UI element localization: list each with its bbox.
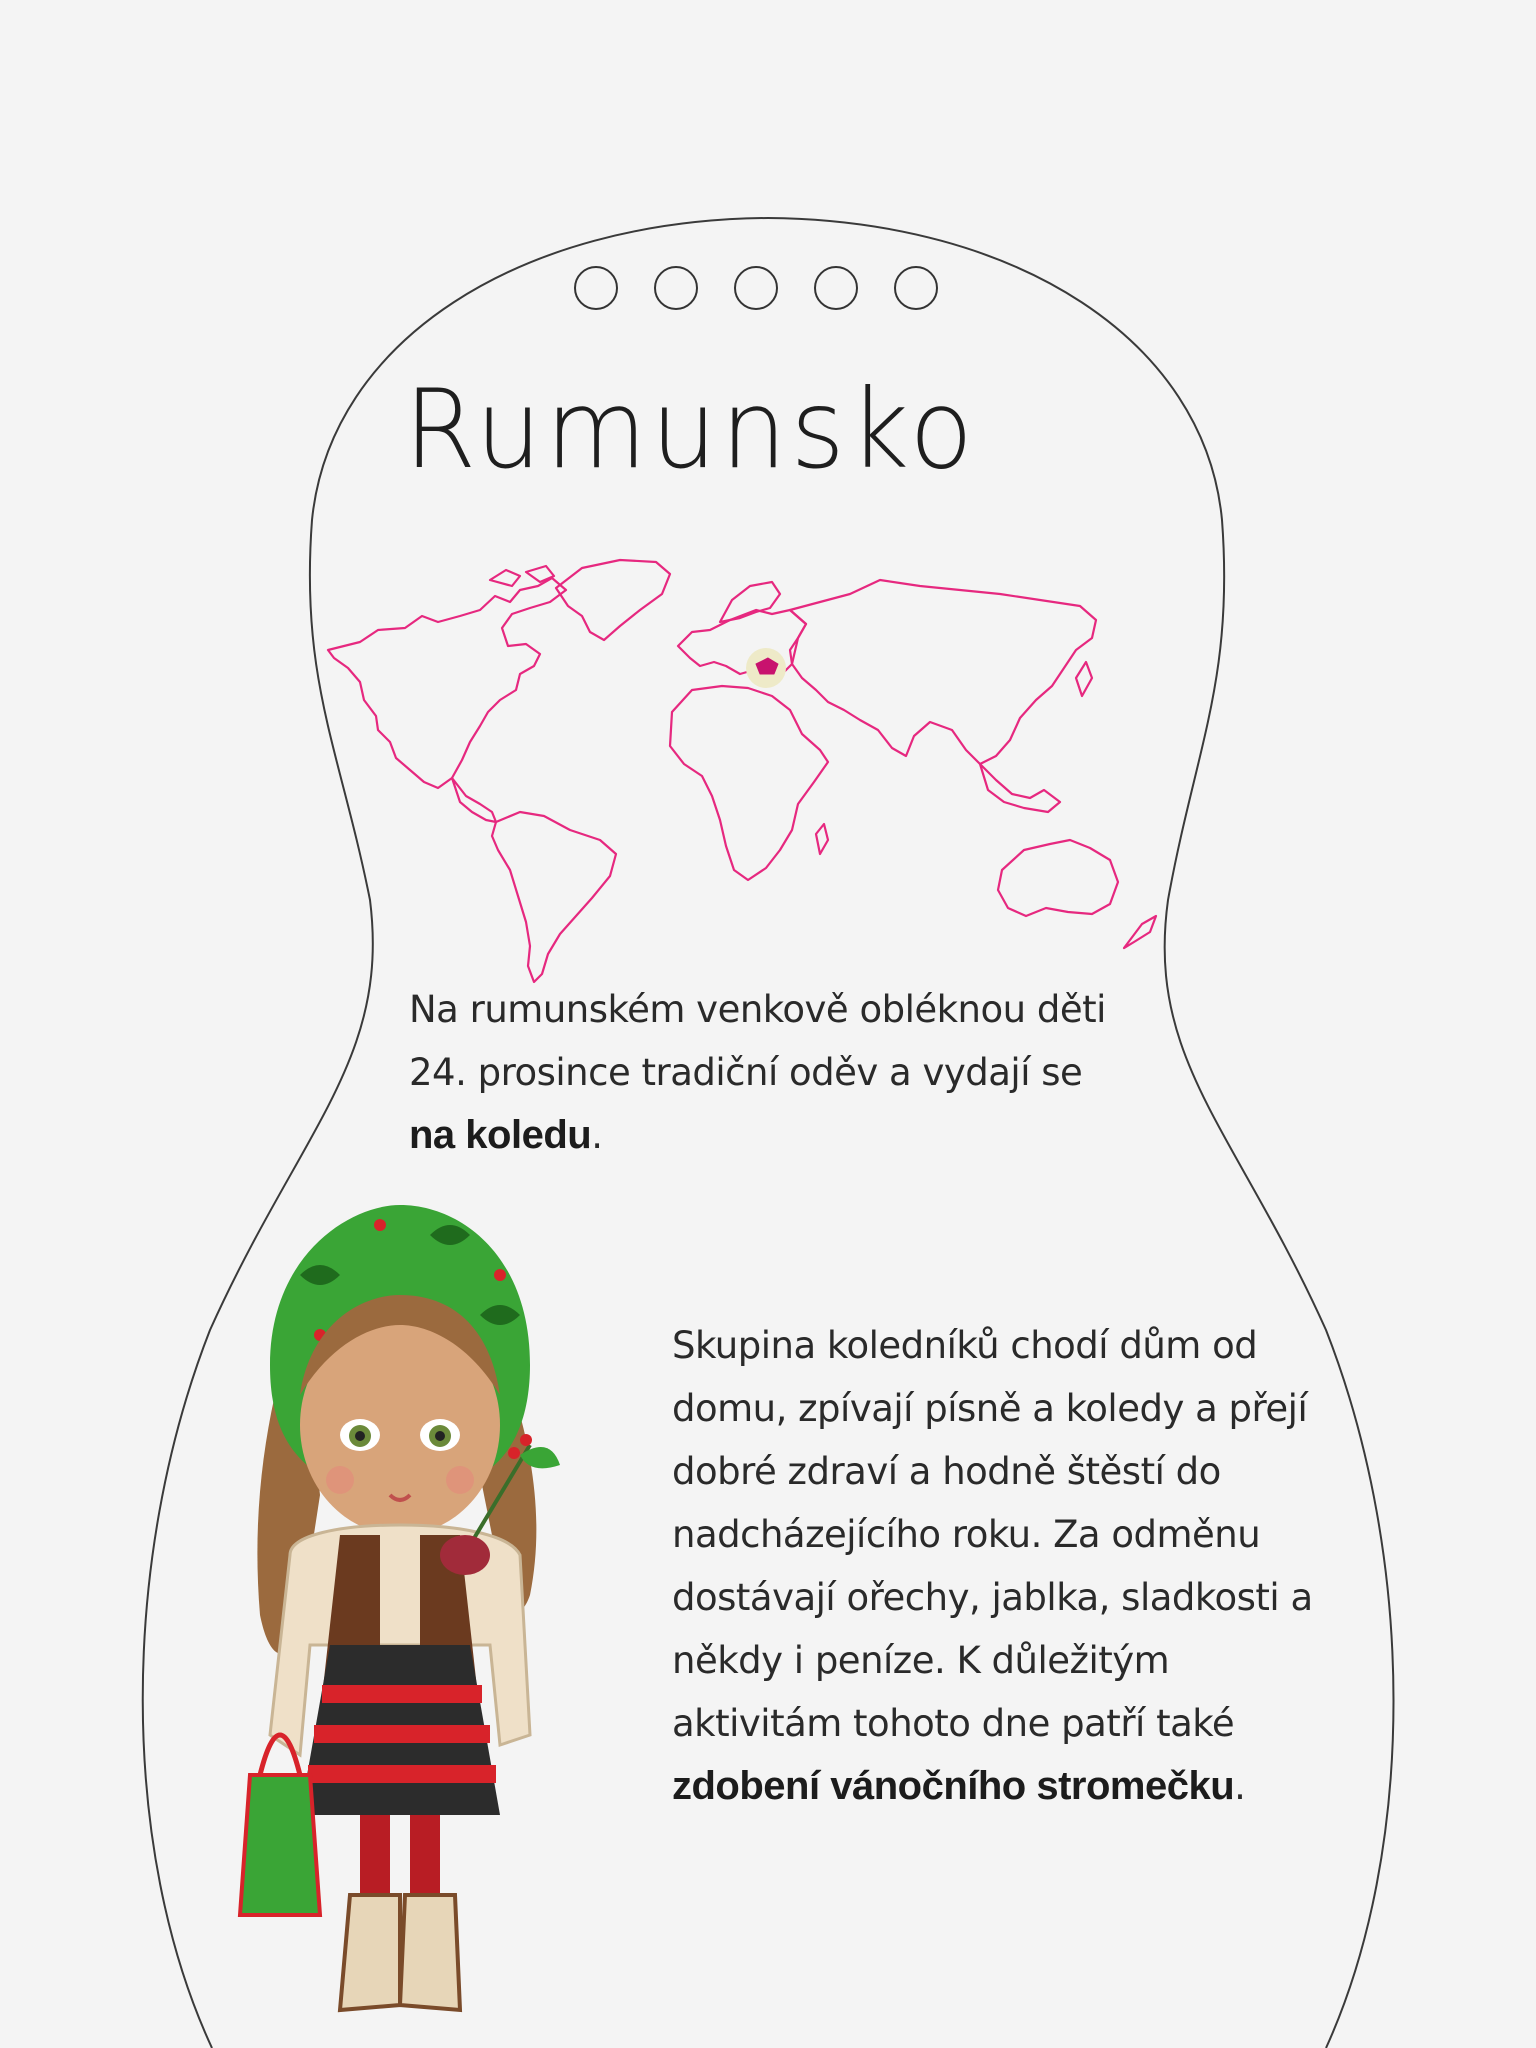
woven-bag (240, 1775, 320, 1915)
southeast-asia-outline (980, 764, 1060, 812)
caroling-paragraph (672, 1314, 1332, 1818)
progress-dot[interactable] (734, 266, 778, 310)
japan-outline (1076, 662, 1092, 696)
progress-dots (574, 266, 938, 310)
scandinavia-outline (720, 582, 780, 622)
world-map (320, 550, 1160, 990)
page-title: Rumunsko (404, 364, 977, 494)
madagascar-outline (816, 824, 828, 854)
boots (340, 1895, 460, 2010)
mitten (440, 1535, 490, 1575)
central-america-outline (452, 778, 496, 822)
south-america-outline (492, 812, 616, 982)
progress-dot[interactable] (814, 266, 858, 310)
progress-dot[interactable] (574, 266, 618, 310)
africa-outline (670, 686, 828, 880)
progress-dot[interactable] (894, 266, 938, 310)
new-zealand-outline (1124, 916, 1156, 948)
intro-text-end: . (591, 1114, 603, 1157)
caroling-bold-text: zdobení vánočního stromečku (672, 1764, 1235, 1808)
intro-bold-text: na koledu (409, 1113, 592, 1157)
asia-outline (790, 580, 1096, 764)
caroling-text: Skupina koledníků chodí dům od domu, zpívají písně a koledy a přejí dobré zdraví a hodně štěstí do nadcházejícího roku. Za odměnu dostávají ořechy, jablka, sladkosti a někdy i peníze. K důležitým aktivitám tohoto dne patří také (672, 1324, 1313, 1745)
intro-text: Na rumunském venkově obléknou děti 24. prosince tradiční oděv a vydají se (409, 988, 1106, 1094)
girl-illustration (230, 1195, 610, 2035)
europe-outline (678, 610, 806, 676)
greenland-outline (556, 560, 670, 640)
north-america-outline (328, 578, 566, 788)
caroling-text-end: . (1234, 1765, 1246, 1808)
australia-outline (998, 840, 1118, 916)
progress-dot[interactable] (654, 266, 698, 310)
intro-paragraph (409, 978, 1109, 1167)
